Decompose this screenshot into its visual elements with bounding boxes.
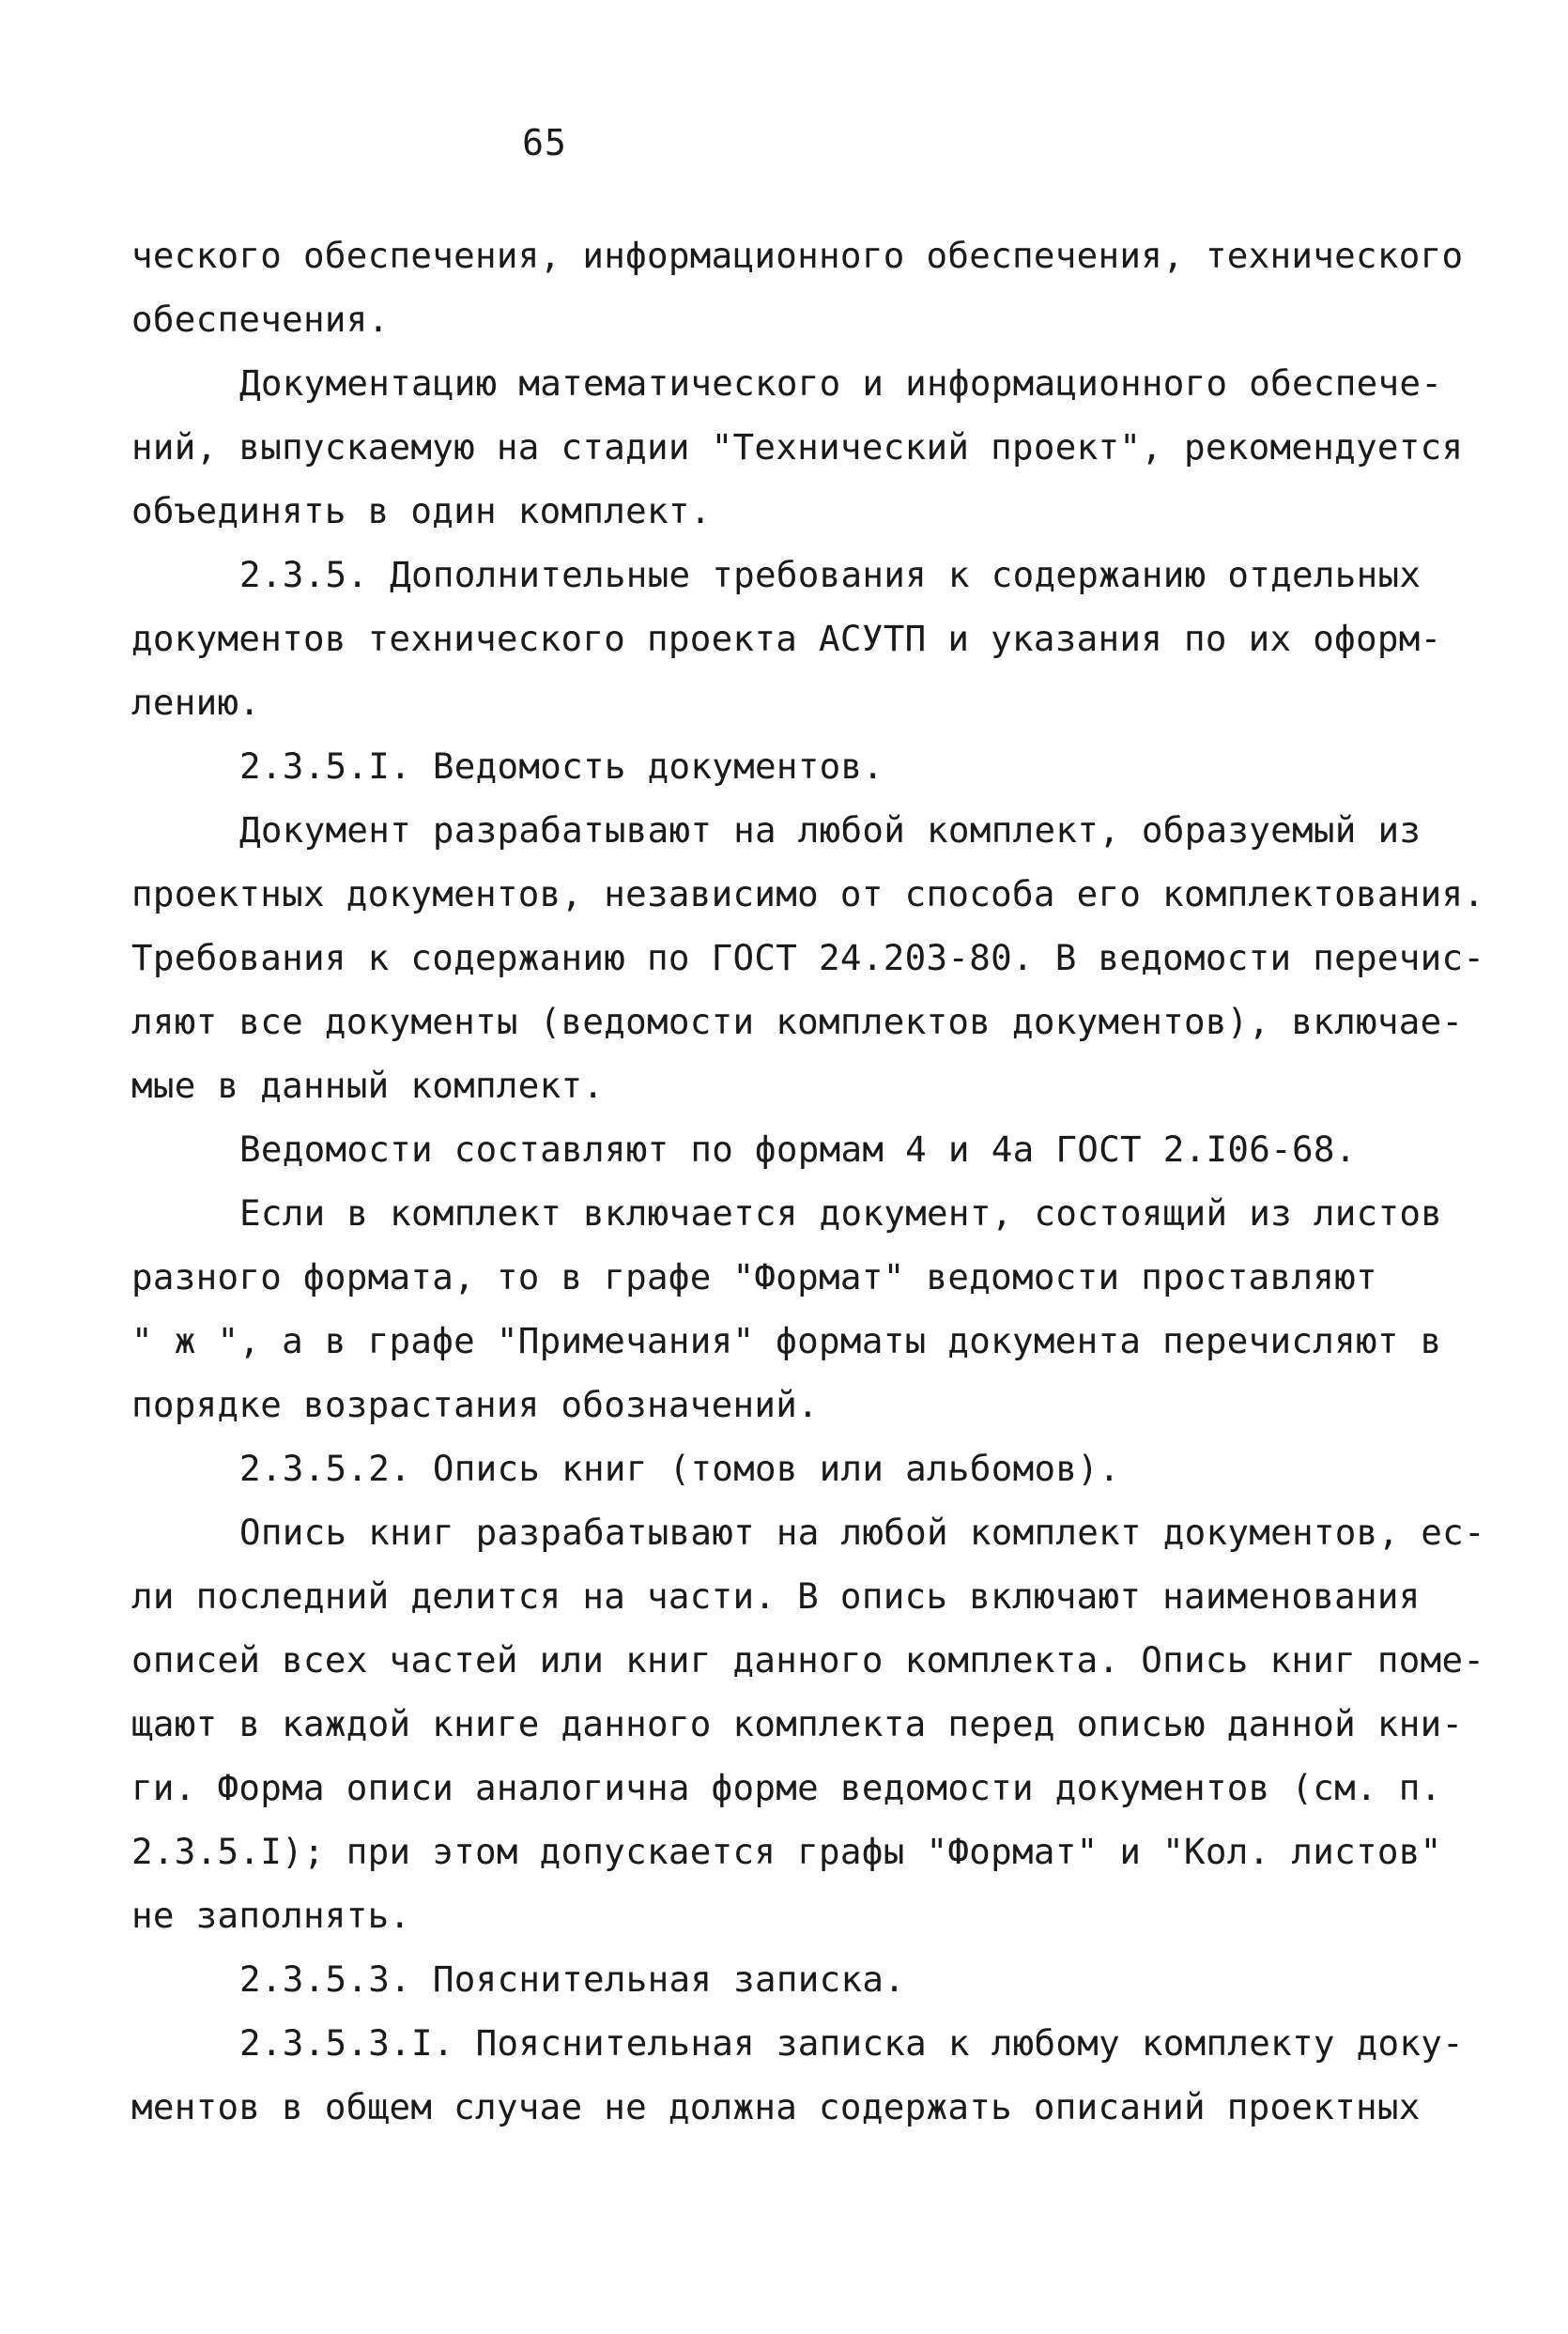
section-heading: 2.3.5.I. Ведомость документов. xyxy=(239,745,884,787)
text-line: " ж ", а в графе "Примечания" форматы документа перечисляют в xyxy=(131,1320,1442,1361)
section-heading: 2.3.5.3.I. Пояснительная записка к любому комплекту доку- xyxy=(239,2022,1464,2064)
text-line: не заполнять. xyxy=(131,1895,411,1936)
text-line: обеспечения. xyxy=(131,299,390,340)
text-line: ги. Форма описи аналогична форме ведомости документов (см. п. xyxy=(131,1767,1442,1808)
text-line: разного формата, то в графе "Формат" ведомости проставляют xyxy=(131,1256,1377,1298)
text-line: объединять в один комплект. xyxy=(131,490,712,531)
text-line: лению. xyxy=(131,682,261,723)
text-line: проектных документов, независимо от способа его комплектования. xyxy=(131,873,1485,914)
text-line: Документацию математического и информационного обеспече- xyxy=(239,362,1443,404)
text-line: документов технического проекта АСУТП и указания по их оформ- xyxy=(131,618,1442,659)
section-heading: 2.3.5. Дополнительные требования к содержанию отдельных xyxy=(239,554,1422,595)
text-line: Документ разрабатывают на любой комплект, образуемый из xyxy=(239,809,1422,851)
document-body xyxy=(131,223,1485,2139)
text-line: ляют все документы (ведомости комплектов документов), включае- xyxy=(131,1001,1464,1042)
section-heading: 2.3.5.2. Опись книг (томов или альбомов). xyxy=(239,1448,1120,1489)
text-line: ний, выпускаемую на стадии "Технический проект", рекомендуется xyxy=(131,426,1464,468)
text-line: порядке возрастания обозначений. xyxy=(131,1384,820,1425)
text-line: Ведомости составляют по формам 4 и 4а ГОСТ 2.I06-68. xyxy=(239,1129,1357,1170)
text-line: описей всех частей или книг данного комплекта. Опись книг поме- xyxy=(131,1639,1485,1681)
text-line: ческого обеспечения, информационного обеспечения, технического xyxy=(131,235,1464,276)
text-line: Требования к содержанию по ГОСТ 24.203-80. В ведомости перечис- xyxy=(131,937,1485,978)
page-number: 65 xyxy=(522,122,567,163)
text-line: Опись книг разрабатывают на любой комплект документов, ес- xyxy=(239,1512,1485,1553)
text-line: щают в каждой книге данного комплекта перед описью данной кни- xyxy=(131,1703,1464,1744)
text-line: Если в комплект включается документ, состоящий из листов xyxy=(239,1192,1443,1234)
text-line: 2.3.5.I); при этом допускается графы "Формат" и "Кол. листов" xyxy=(131,1831,1442,1872)
section-heading: 2.3.5.3. Пояснительная записка. xyxy=(239,1958,906,2000)
text-line: мые в данный комплект. xyxy=(131,1065,605,1106)
text-line: ментов в общем случае не должна содержать описаний проектных xyxy=(131,2086,1421,2127)
text-line: ли последний делится на части. В опись включают наименования xyxy=(131,1575,1421,1617)
